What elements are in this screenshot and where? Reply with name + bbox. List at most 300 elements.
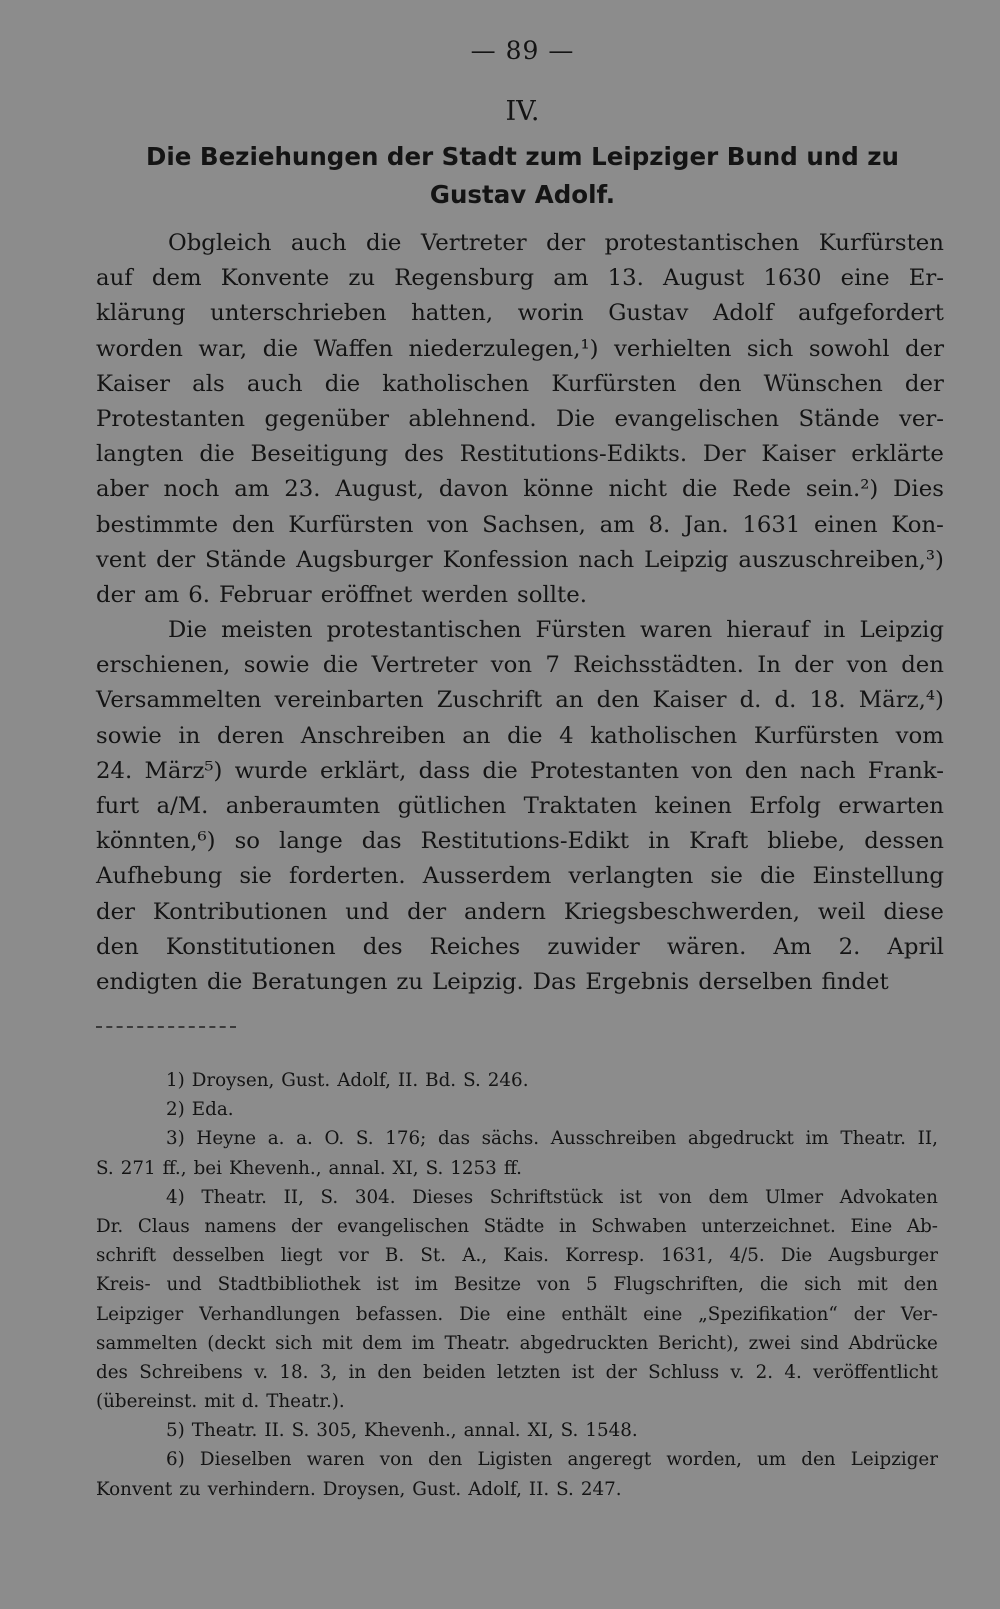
footnote-word: 18. — [279, 1361, 309, 1383]
footnote-word: II, — [917, 1128, 938, 1150]
body-word: am — [553, 265, 589, 292]
footnote-word: unterzeichnet. — [701, 1215, 836, 1237]
footnote-word: Verhandlungen — [199, 1303, 341, 1325]
footnote-word: Korresp. — [565, 1245, 645, 1267]
body-word: Beseitigung — [250, 441, 389, 468]
body-word: Am — [773, 933, 812, 960]
body-word: Einstellung — [812, 863, 944, 890]
body-line — [96, 648, 944, 683]
body-word: protestantischen — [604, 230, 800, 256]
footnote-word: Theatr. — [444, 1332, 511, 1354]
body-word: erwarten — [838, 793, 944, 819]
body-word: eine — [840, 265, 890, 292]
body-word: auszuschreiben,³) — [738, 546, 944, 573]
body-word: 13. — [607, 265, 644, 292]
body-word: sie — [239, 863, 272, 890]
footnote-word: 304. — [354, 1186, 396, 1208]
footnote-word: Leipziger — [850, 1449, 938, 1471]
body-word: auch — [246, 370, 303, 397]
body-line — [96, 613, 944, 648]
footnote-word: von — [658, 1186, 692, 1208]
footnote-word: d. — [241, 1391, 260, 1413]
footnote-word: Eda. — [191, 1099, 234, 1121]
chapter-title: Die Beziehungen der Stadt zum Leipziger Bund und zu Gustav Adolf. — [146, 142, 899, 209]
body-line — [96, 332, 944, 367]
footnote-word: O. — [324, 1128, 345, 1150]
body-word: Kurfürsten — [551, 370, 677, 397]
body-word: der — [96, 898, 135, 925]
footnote-word: Städte — [483, 1215, 545, 1237]
footnote-line — [96, 1300, 938, 1329]
body-word: Traktaten — [523, 793, 638, 819]
footnote-word: v. — [730, 1361, 745, 1383]
footnote-word: (deckt — [207, 1332, 266, 1354]
footnote-line — [96, 1475, 938, 1504]
body-word: dem — [151, 265, 202, 292]
body-word: keinen — [654, 793, 732, 819]
body-word: andern — [463, 898, 546, 925]
body-word: Protestanten — [530, 757, 680, 784]
body-word: in — [648, 828, 671, 855]
body-word: Vertreter — [371, 652, 478, 679]
footnote-word: Theatr. — [201, 1186, 267, 1208]
footnote-word: ist — [376, 1274, 399, 1296]
footnote-word: 1253 — [450, 1157, 497, 1179]
body-line — [96, 543, 944, 578]
body-word: nach — [799, 757, 856, 784]
body-word: 8. — [648, 511, 671, 538]
footnote-word: 2) — [166, 1099, 185, 1121]
body-word: einen — [814, 511, 878, 538]
body-word: den — [96, 933, 139, 960]
footnote-word: Adolf, — [337, 1070, 391, 1091]
footnote-word: den — [377, 1361, 412, 1383]
footnote-word: Claus — [137, 1215, 190, 1237]
body-word: Frank- — [867, 757, 944, 784]
body-word: Waffen — [313, 335, 394, 362]
body-word: nach — [578, 546, 635, 573]
footnote-word: verhindern. — [207, 1478, 316, 1500]
body-word: worin — [517, 300, 584, 327]
footnote-word: Bericht), — [657, 1332, 740, 1354]
footnote-word: evangelischen — [336, 1215, 469, 1237]
body-word: Leipzig. — [432, 968, 524, 995]
body-word: die — [199, 441, 235, 468]
footnote-word: Adolf, — [468, 1478, 522, 1500]
body-word: auch — [290, 230, 347, 256]
body-word: Er- — [908, 265, 944, 292]
body-word: wurde — [234, 757, 308, 784]
body-word: erschienen, — [96, 652, 231, 679]
footnote-word: 246. — [487, 1070, 529, 1091]
footnote-word: eine — [643, 1303, 683, 1325]
footnote-word: S. — [556, 1478, 574, 1500]
body-word: an — [462, 722, 491, 749]
body-word: Anschreiben — [300, 722, 446, 749]
body-word: Das — [532, 968, 577, 995]
body-word: waren — [640, 617, 713, 644]
body-line — [96, 508, 944, 543]
body-word: der — [96, 581, 135, 608]
body-word: das — [361, 828, 402, 855]
footnote-word: Theatr. — [191, 1420, 258, 1442]
footnote-word: das — [437, 1128, 470, 1150]
footnote-word: von — [536, 1274, 571, 1296]
footnote-word: sind — [800, 1332, 839, 1354]
body-word: Reichsstädten. — [573, 652, 744, 679]
body-word: Restitutions-Edikts. — [459, 441, 688, 468]
body-word: Stände — [798, 405, 880, 432]
body-word: Konfession — [442, 546, 569, 573]
footnote-word: Theatr.). — [266, 1391, 345, 1413]
body-word: Konvente — [220, 265, 330, 292]
footnote-word: vor — [338, 1245, 369, 1267]
footnote-word: Khevenh., — [364, 1420, 457, 1442]
body-word: Kaiser — [96, 370, 171, 397]
footnote-word: Droysen, — [191, 1070, 275, 1091]
body-word: meisten — [221, 617, 313, 644]
footnote-word: Ab- — [906, 1215, 938, 1237]
footnote-word: 1548. — [585, 1420, 638, 1442]
body-word: erklärt, — [319, 757, 407, 784]
body-word: am — [143, 581, 180, 608]
body-word: August — [663, 265, 745, 292]
body-word: Sachsen, — [482, 511, 586, 538]
body-word: Kraft — [689, 828, 749, 855]
body-word: bliebe, — [767, 828, 846, 855]
body-word: noch — [163, 476, 220, 503]
body-word: der — [794, 652, 834, 679]
footnote-word: ist — [571, 1361, 595, 1383]
body-word: 23. — [284, 476, 321, 503]
body-word: den — [231, 511, 275, 538]
body-word: März⁵) — [144, 757, 223, 784]
footnote-line — [96, 1124, 938, 1153]
body-word: Kontributionen — [152, 898, 328, 925]
footnote-word: 271 — [120, 1157, 156, 1179]
body-word: auf — [96, 265, 133, 292]
footnote-word: den — [428, 1449, 463, 1471]
body-word: von — [846, 652, 888, 679]
footnote-word: S. — [560, 1420, 579, 1442]
footnote-word: Schluss — [648, 1361, 720, 1383]
footnote-word: namens — [204, 1215, 277, 1237]
body-word: Adolf — [712, 300, 774, 327]
body-word: vom — [895, 722, 944, 749]
footnote-line — [96, 1387, 938, 1416]
footnote-word: sammelten — [96, 1332, 198, 1354]
footnote-word: schrift — [96, 1245, 157, 1267]
body-line — [96, 789, 944, 824]
footnote-word: 5) — [166, 1420, 185, 1442]
body-word: sowie — [96, 722, 162, 749]
body-word: der — [905, 335, 944, 362]
footnote-word: A., — [462, 1245, 488, 1267]
footnote-line — [96, 1212, 938, 1241]
body-word: Rede — [732, 476, 791, 503]
body-line — [96, 965, 944, 1000]
body-word: Jan. — [683, 511, 729, 538]
footnote-word: annal. — [328, 1157, 386, 1179]
footnote-word: S. — [96, 1157, 114, 1179]
footnote-line — [96, 1066, 938, 1095]
body-word: furt — [96, 793, 140, 819]
body-word: Dies — [893, 476, 944, 503]
footnote-word: veröffentlicht — [813, 1361, 938, 1383]
footnote-word: annal. — [463, 1420, 521, 1442]
body-word: der — [904, 370, 944, 397]
body-word: katholischen — [382, 370, 530, 397]
body-word: eröffnet — [320, 581, 413, 608]
footnote-word: im — [411, 1332, 435, 1354]
footnote-word: Besitze — [453, 1274, 522, 1296]
body-word: weil — [817, 898, 866, 925]
body-word: Kriegsbeschwerden, — [563, 898, 800, 925]
footnote-word: S. — [463, 1070, 481, 1091]
footnote-word: Bd. — [425, 1070, 457, 1091]
body-line — [96, 719, 944, 754]
footnote-word: abgedruckt — [687, 1128, 794, 1150]
footnote-word: 247. — [580, 1478, 622, 1500]
footnote-word: angeregt — [567, 1449, 652, 1471]
footnote-word: die — [759, 1274, 789, 1296]
body-word: den — [901, 652, 944, 679]
footnote-word: Die — [780, 1245, 813, 1267]
footnote-word: 3) — [166, 1128, 185, 1150]
footnote-word: S. — [355, 1128, 374, 1150]
body-word: Reiches — [429, 933, 521, 960]
body-word: des — [362, 933, 403, 960]
body-word: Die — [168, 617, 208, 644]
body-word: Kaiser — [652, 687, 727, 714]
body-word: von — [490, 652, 533, 679]
footnote-word: im — [414, 1274, 438, 1296]
body-word: langten — [96, 441, 184, 468]
footnote-word: den — [903, 1274, 938, 1296]
body-word: die — [681, 476, 718, 503]
body-word: Konstitutionen — [165, 933, 336, 960]
footnote-word: den — [801, 1449, 836, 1471]
footnote-word: worden, — [666, 1449, 742, 1471]
footnote-word: S. — [320, 1186, 339, 1208]
footnotes — [96, 1066, 938, 1504]
body-word: könnten,⁶) — [96, 828, 216, 855]
body-word: Kurfürsten — [288, 511, 414, 538]
footnote-word: ff., — [162, 1157, 187, 1179]
body-word: verlangten — [568, 863, 694, 890]
footnote-line — [96, 1445, 938, 1474]
body-word: d. — [739, 687, 762, 714]
body-word: In — [757, 652, 781, 679]
body-word: der — [156, 546, 196, 573]
body-word: Wünschen — [763, 370, 883, 397]
body-word: ablehnend. — [408, 405, 537, 432]
footnote-word: letzten — [496, 1361, 561, 1383]
footnote-word: mit — [204, 1391, 235, 1413]
body-word: gütlichen — [397, 793, 507, 819]
body-word: protestantischen — [326, 617, 522, 644]
body-word: Kaiser — [761, 441, 836, 468]
footnote-word: Gust. — [281, 1070, 331, 1091]
footnote-word: S. — [291, 1420, 310, 1442]
footnote-word: der — [605, 1361, 637, 1383]
body-word: d. — [774, 687, 797, 714]
footnote-word: um — [757, 1449, 787, 1471]
body-word: zuwider — [547, 933, 640, 960]
body-word: aber — [96, 476, 149, 503]
body-word: erklärte — [851, 441, 944, 468]
footnote-word: II, — [283, 1186, 304, 1208]
body-word: den — [596, 687, 640, 714]
body-word: ver- — [898, 405, 944, 432]
footnote-word: enthält — [561, 1303, 628, 1325]
chapter-number: IV. — [505, 96, 540, 127]
body-word: an — [555, 687, 584, 714]
footnote-word: Gust. — [412, 1478, 462, 1500]
footnote-word: abgedruckten — [519, 1332, 649, 1354]
body-word: 18. — [809, 687, 846, 714]
body-word: Kurfürsten — [753, 722, 879, 749]
body-word: Kon- — [891, 511, 944, 538]
footnote-line — [96, 1095, 938, 1124]
footnote-word: Kreis- — [96, 1274, 151, 1296]
body-word: der — [407, 898, 447, 925]
footnote-word: mit — [322, 1332, 353, 1354]
body-word: der — [546, 230, 586, 256]
footnote-word: Die — [459, 1303, 491, 1325]
body-word: Restitutions-Edikt — [420, 828, 630, 855]
body-word: am — [234, 476, 270, 503]
body-word: 4 — [559, 722, 574, 749]
body-word: hierauf — [726, 617, 810, 644]
body-word: des — [404, 441, 444, 468]
footnote-word: 4) — [166, 1186, 185, 1208]
body-word: in — [823, 617, 846, 644]
footnote-word: Eine — [850, 1215, 893, 1237]
body-line — [96, 930, 944, 965]
body-word: evangelischen — [614, 405, 780, 432]
body-line — [96, 402, 944, 437]
footnote-word: Abdrücke — [848, 1332, 938, 1354]
footnote-word: Theatr. — [840, 1128, 906, 1150]
footnote-word: liegt — [280, 1245, 323, 1267]
body-line — [96, 683, 944, 718]
footnote-word: 2. — [755, 1361, 774, 1383]
footnote-word: II. — [264, 1420, 285, 1442]
body-word: so — [234, 828, 260, 855]
footnote-word: in — [558, 1215, 577, 1237]
body-word: Der — [702, 441, 746, 468]
body-word: Fürsten — [535, 617, 626, 644]
body-word: vereinbarten — [274, 687, 424, 714]
body-word: 6. — [188, 581, 210, 608]
footnote-word: von — [379, 1449, 413, 1471]
body-word: 1631 — [742, 511, 801, 538]
body-word: Zuschrift — [436, 687, 543, 714]
footnote-word: und — [166, 1274, 202, 1296]
footnote-word: S. — [425, 1157, 444, 1179]
body-word: von — [691, 757, 733, 784]
body-word: 2. — [838, 933, 861, 960]
body-word: Protestanten — [96, 405, 246, 432]
body-line — [96, 754, 944, 789]
body-word: Augsburger — [296, 546, 433, 573]
footnote-word: „Spezifikation“ — [698, 1303, 838, 1325]
body-word: sich — [746, 335, 794, 362]
body-word: derselben — [698, 968, 813, 995]
footnote-word: ff. — [503, 1157, 522, 1179]
footnote-word: sächs. — [481, 1128, 540, 1150]
body-word: sowohl — [808, 335, 890, 362]
footnote-word: waren — [306, 1449, 365, 1471]
footnote-word: 3, — [319, 1361, 338, 1383]
body-word: davon — [438, 476, 509, 503]
body-line — [96, 296, 944, 331]
footnote-word: der — [291, 1215, 323, 1237]
body-word: 7 — [545, 652, 560, 679]
footnote-word: II. — [528, 1478, 550, 1500]
body-word: Februar — [218, 581, 312, 608]
body-word: als — [192, 370, 225, 397]
footnote-word: befassen. — [355, 1303, 444, 1325]
footnote-word: Droysen, — [322, 1478, 406, 1500]
body-word: die — [759, 863, 796, 890]
footnote-word: eine — [506, 1303, 546, 1325]
footnote-word: mit — [857, 1274, 888, 1296]
footnote-word: Ver- — [900, 1303, 938, 1325]
body-word: könne — [523, 476, 594, 503]
body-word: den — [698, 370, 742, 397]
footnote-word: in — [348, 1361, 367, 1383]
footnote-word: 6) — [166, 1449, 185, 1471]
body-text — [96, 226, 944, 1000]
body-word: Regensburg — [394, 265, 535, 292]
body-word: Aufhebung — [96, 863, 223, 890]
footnote-word: beiden — [422, 1361, 486, 1383]
body-word: die — [324, 370, 361, 397]
body-word: die — [262, 335, 299, 362]
footnote-word: St. — [420, 1245, 447, 1267]
body-word: a/M. — [156, 793, 209, 819]
body-line — [96, 226, 944, 261]
body-word: Ausserdem — [422, 863, 552, 890]
footnote-word: zwei — [748, 1332, 791, 1354]
footnote-word: (übereinst. — [96, 1391, 198, 1413]
footnote-line — [96, 1270, 938, 1299]
body-line — [96, 367, 944, 402]
body-line — [96, 859, 944, 894]
footnote-word: Dr. — [96, 1215, 124, 1237]
body-word: dessen — [864, 828, 944, 855]
body-word: klärung — [96, 300, 186, 327]
body-line — [96, 472, 944, 507]
footnote-line — [96, 1358, 938, 1387]
body-word: anberaumten — [225, 793, 381, 819]
body-word: die — [507, 722, 543, 749]
footnote-word: XI, — [527, 1420, 554, 1442]
body-word: Die — [556, 405, 596, 432]
body-word: deren — [217, 722, 285, 749]
body-word: sein.²) — [805, 476, 879, 503]
footnote-word: sich — [804, 1274, 842, 1296]
body-word: am — [599, 511, 635, 538]
body-word: Beratungen — [251, 968, 388, 995]
footnote-word: v. — [254, 1361, 269, 1383]
footnote-word: 5 — [585, 1274, 598, 1296]
footnote-word: 4/5. — [729, 1245, 765, 1267]
footnote-word: Ulmer — [764, 1186, 824, 1208]
footnote-word: bei — [193, 1157, 222, 1179]
